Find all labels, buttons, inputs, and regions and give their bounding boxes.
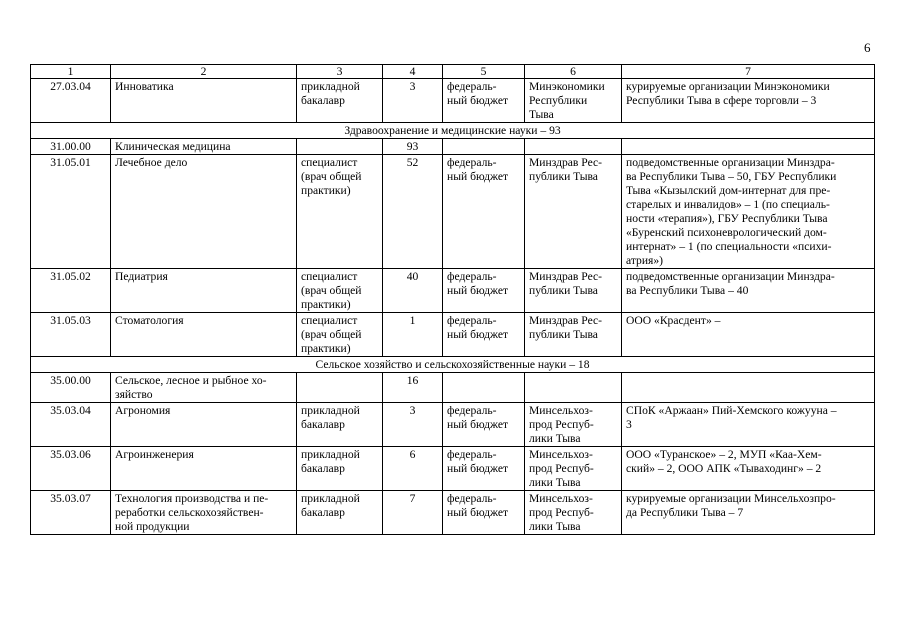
specialty-code: 31.05.02 [31,269,111,313]
quota-count: 6 [383,447,443,491]
budget-source: федераль- ный бюджет [443,313,525,357]
specialty-name: Клиническая медицина [111,139,297,155]
specialty-code: 35.03.04 [31,403,111,447]
ministry: Минздрав Рес- публики Тыва [525,313,622,357]
employer-organizations [622,139,875,155]
quota-count: 1 [383,313,443,357]
employer-organizations: курируемые организации Минсельхозпро- да Республики Тыва – 7 [622,491,875,535]
table-row [31,313,875,357]
header-cell: 6 [525,65,622,79]
header-cell: 2 [111,65,297,79]
header-cell: 5 [443,65,525,79]
quota-count: 40 [383,269,443,313]
table-row [31,403,875,447]
quota-count: 52 [383,155,443,269]
ministry: Минэкономики Республики Тыва [525,79,622,123]
ministry: Минсельхоз- прод Респуб- лики Тыва [525,491,622,535]
budget-source: федераль- ный бюджет [443,447,525,491]
education-level [297,139,383,155]
budget-source: федераль- ный бюджет [443,491,525,535]
ministry: Минсельхоз- прод Респуб- лики Тыва [525,447,622,491]
quota-count: 3 [383,403,443,447]
budget-source: федераль- ный бюджет [443,269,525,313]
specialty-code: 31.00.00 [31,139,111,155]
header-cell: 3 [297,65,383,79]
education-level: прикладной бакалавр [297,447,383,491]
specialty-code: 35.00.00 [31,373,111,403]
employer-organizations: подведомственные организации Минздра- ва Республики Тыва – 40 [622,269,875,313]
specialty-code: 31.05.01 [31,155,111,269]
specialty-code: 31.05.03 [31,313,111,357]
budget-source [443,373,525,403]
allocation-table [30,64,875,535]
ministry: Минсельхоз- прод Респуб- лики Тыва [525,403,622,447]
education-level: специалист (врач общей практики) [297,155,383,269]
header-cell: 4 [383,65,443,79]
employer-organizations: ООО «Красдент» – [622,313,875,357]
table-row [31,447,875,491]
table-row [31,155,875,269]
specialty-name: Стоматология [111,313,297,357]
ministry [525,139,622,155]
header-row [31,65,875,79]
ministry [525,373,622,403]
quota-count: 3 [383,79,443,123]
section-title: Сельское хозяйство и сельскохозяйственные науки – 18 [31,357,875,373]
specialty-name: Агроинженерия [111,447,297,491]
table-row [31,373,875,403]
section-row [31,357,875,373]
quota-count: 16 [383,373,443,403]
specialty-name: Инноватика [111,79,297,123]
header-cell: 7 [622,65,875,79]
employer-organizations: СПоК «Аржаан» Пий-Хемского кожууна – 3 [622,403,875,447]
specialty-name: Агрономия [111,403,297,447]
table-row [31,491,875,535]
specialty-name: Технология производства и пе- реработки сельскохозяйствен- ной продукции [111,491,297,535]
specialty-code: 35.03.06 [31,447,111,491]
ministry: Минздрав Рес- публики Тыва [525,269,622,313]
specialty-name: Педиатрия [111,269,297,313]
budget-source [443,139,525,155]
education-level: прикладной бакалавр [297,79,383,123]
header-cell: 1 [31,65,111,79]
table-row [31,269,875,313]
table-row [31,139,875,155]
education-level: прикладной бакалавр [297,491,383,535]
education-level: специалист (врач общей практики) [297,269,383,313]
education-level: специалист (врач общей практики) [297,313,383,357]
quota-count: 7 [383,491,443,535]
ministry: Минздрав Рес- публики Тыва [525,155,622,269]
specialty-name: Лечебное дело [111,155,297,269]
employer-organizations: курируемые организации Минэкономики Республики Тыва в сфере торговли – 3 [622,79,875,123]
quota-count: 93 [383,139,443,155]
budget-source: федераль- ный бюджет [443,155,525,269]
section-title: Здравоохранение и медицинские науки – 93 [31,123,875,139]
employer-organizations: подведомственные организации Минздра- ва Республики Тыва – 50, ГБУ Республики Тыва «Кызылский дом-интернат для пре- старелых и инвалидов» – 1 (по специаль- ности «терапия»), ГБУ Республики Тыва «Буренский психоневрологический дом- интернат» – 1 (по специальности «психи- атрия») [622,155,875,269]
specialty-code: 27.03.04 [31,79,111,123]
employer-organizations [622,373,875,403]
budget-source: федераль- ный бюджет [443,403,525,447]
budget-source: федераль- ный бюджет [443,79,525,123]
employer-organizations: ООО «Туранское» – 2, МУП «Каа-Хем- ский» – 2, ООО АПК «Тываходинг» – 2 [622,447,875,491]
section-row [31,123,875,139]
specialty-code: 35.03.07 [31,491,111,535]
table-row [31,79,875,123]
page-number: 6 [864,40,871,55]
specialty-name: Сельское, лесное и рыбное хо- зяйство [111,373,297,403]
education-level [297,373,383,403]
education-level: прикладной бакалавр [297,403,383,447]
